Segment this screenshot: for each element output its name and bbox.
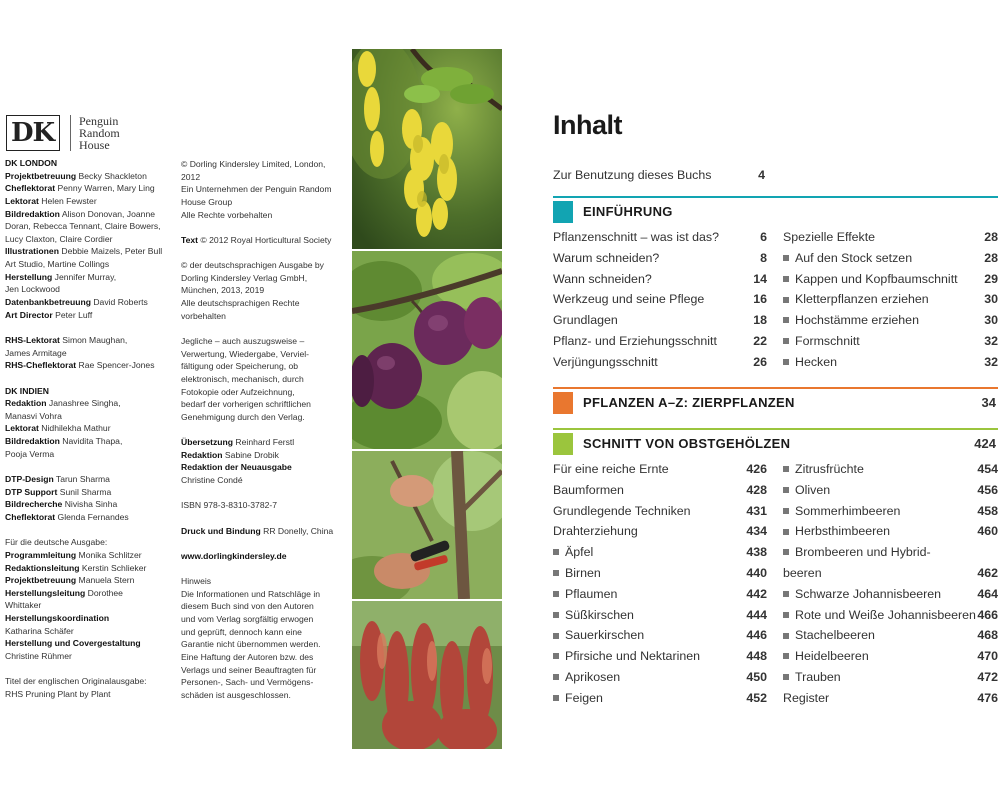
bullet-square-icon [783, 674, 789, 680]
toc-entry[interactable]: Pfirsiche und Nektarinen 448 [553, 646, 767, 666]
red-shrub-photo [352, 601, 502, 749]
imprint-line: fältigung oder Speicherung, ob [181, 361, 299, 372]
bullet-square-icon [553, 612, 559, 618]
imprint-line: schäden ist ausgeschlossen. [181, 689, 291, 700]
bullet-square-icon [783, 317, 789, 323]
imprint-line: Whittaker [5, 600, 42, 611]
imprint-line: © der deutschsprachigen Ausgabe by [181, 260, 324, 271]
imprint-line: Herstellung und Covergestaltung [5, 638, 141, 649]
toc-entry[interactable]: Brombeeren und Hybrid- [783, 542, 998, 562]
bullet-square-icon [783, 591, 789, 597]
imprint-line: Pooja Verma [5, 448, 55, 459]
toc-entry[interactable]: Sommerhimbeeren 458 [783, 501, 998, 521]
imprint-line: Programmleitung Monika Schlitzer [5, 549, 142, 560]
toc-entry[interactable]: Aprikosen 450 [553, 667, 767, 687]
imprint-line: Titel der englischen Originalausgabe: [5, 676, 147, 687]
imprint-line: Fotokopie oder Aufzeichnung, [181, 386, 295, 397]
imprint-line [181, 322, 351, 335]
imprint-line: Cheflektorat Penny Warren, Mary Ling [5, 183, 155, 194]
toc-entry[interactable]: Süßkirschen 444 [553, 605, 767, 625]
toc-entry[interactable]: Stachelbeeren 468 [783, 625, 998, 645]
imprint-line: Die Informationen und Ratschläge in [181, 588, 321, 599]
bullet-square-icon [553, 653, 559, 659]
toc-entry[interactable]: Für eine reiche Ernte 426 [553, 462, 767, 476]
section-header[interactable]: PFLANZEN A–Z: ZIERPFLANZEN 34 [553, 392, 998, 414]
imprint-line: Druck und Bindung RR Donelly, China [181, 525, 334, 536]
imprint-line: bedarf der vorherigen schriftlichen [181, 399, 311, 410]
imprint-line: diesem Buch sind von den Autoren [181, 601, 314, 612]
toc-entry[interactable]: Feigen 452 [553, 688, 767, 708]
imprint-line: DTP Support Sunil Sharma [5, 486, 112, 497]
toc-entry[interactable]: Pflanz- und Erziehungsschnitt 22 [553, 334, 767, 348]
toc-entry[interactable]: Grundlegende Techniken 431 [553, 503, 767, 518]
publisher-logo: Penguin Random House [79, 114, 120, 152]
imprint-line [5, 460, 175, 473]
imprint-line: Eine Haftung der Autoren bzw. des [181, 651, 314, 662]
imprint-line: DK LONDON [5, 158, 58, 168]
toc-entry[interactable]: Birnen 440 [553, 563, 767, 583]
bullet-square-icon [783, 508, 789, 514]
imprint-line: München, 2013, 2019 [181, 285, 265, 296]
imprint-line: Hinweis [181, 576, 212, 587]
imprint-line: Alle deutschsprachigen Rechte [181, 298, 300, 309]
imprint-line: Für die deutsche Ausgabe: [5, 537, 108, 548]
bullet-square-icon [553, 591, 559, 597]
imprint-line: Lektorat Nidhilekha Mathur [5, 423, 111, 434]
imprint-line [181, 423, 351, 436]
imprint-line: Herstellungskoordination [5, 613, 110, 624]
bullet-square-icon [783, 338, 789, 344]
toc-entry[interactable]: Kletterpflanzen erziehen 30 [783, 289, 998, 309]
toc-entry[interactable]: Grundlagen 18 [553, 313, 767, 328]
toc-entry[interactable]: beeren 462 [783, 566, 998, 580]
imprint-line [181, 563, 351, 576]
imprint-line: Cheflektorat Glenda Fernandes [5, 511, 129, 522]
toc-entry[interactable]: Warum schneiden? 8 [553, 250, 767, 265]
bullet-square-icon [783, 466, 789, 472]
toc-entry[interactable]: Wann schneiden? 14 [553, 271, 767, 286]
imprint-line: Text © 2012 Royal Horticultural Society [181, 234, 332, 245]
section-rule [553, 428, 998, 430]
toc-entry[interactable]: Äpfel 438 [553, 542, 767, 562]
imprint-line: www.dorlingkindersley.de [181, 550, 287, 561]
imprint-line: Christine Rühmer [5, 650, 72, 661]
toc-entry[interactable]: Pflaumen 442 [553, 584, 767, 604]
imprint-line [181, 246, 351, 259]
imprint-line: DTP-Design Tarun Sharma [5, 474, 110, 485]
imprint-line: Personen-, Sach- und Vermögens- [181, 677, 314, 688]
imprint-line [5, 524, 175, 537]
toc-entry[interactable]: Werkzeug und seine Pflege 16 [553, 292, 767, 307]
imprint-line: RHS Pruning Plant by Plant [5, 688, 111, 699]
imprint-line: RHS-Cheflektorat Rae Spencer-Jones [5, 360, 155, 371]
imprint-line: Lucy Claxton, Claire Cordier [5, 233, 113, 244]
toc-entry-intro[interactable]: Zur Benutzung dieses Buchs 4 [553, 168, 765, 182]
section-color-block [553, 201, 573, 223]
pruning-with-secateurs-photo [352, 451, 502, 599]
imprint-line: Art Studio, Martine Collings [5, 259, 110, 270]
imprint-legal-column [181, 158, 351, 702]
imprint-line [181, 537, 351, 550]
imprint-line: Datenbankbetreuung David Roberts [5, 297, 148, 308]
imprint-line: Katharina Schäfer [5, 625, 74, 636]
imprint-line: Ein Unternehmen der Penguin Random [181, 184, 332, 195]
imprint-line: DK INDIEN [5, 385, 49, 396]
imprint-line: Redaktionsleitung Kerstin Schlieker [5, 562, 147, 573]
imprint-line [181, 221, 351, 234]
toc-entry[interactable]: Spezielle Effekte 28 [783, 230, 998, 244]
imprint-line [181, 512, 351, 525]
toc-entry[interactable]: Hecken 32 [783, 352, 998, 372]
section-color-block [553, 392, 573, 414]
dk-logo [6, 115, 120, 151]
imprint-line [181, 487, 351, 500]
dk-logo-mark: DK [6, 115, 60, 151]
imprint-line: Bildredaktion Navidita Thapa, [5, 436, 123, 447]
toc-entry[interactable]: Oliven 456 [783, 480, 998, 500]
imprint-line: 2012 [181, 171, 201, 182]
toc-entry[interactable]: Schwarze Johannisbeeren 464 [783, 584, 998, 604]
imprint-line: Verwertung, Wiedergabe, Verviel- [181, 348, 310, 359]
bullet-square-icon [783, 529, 789, 535]
bullet-square-icon [553, 570, 559, 576]
toc-entry[interactable]: Kappen und Kopfbaumschnitt 29 [783, 269, 998, 289]
imprint-line: Manasvi Vohra [5, 410, 62, 421]
toc-entry[interactable]: Herbsthimbeeren 460 [783, 521, 998, 541]
imprint-line: Herstellung Jennifer Murray, [5, 271, 117, 282]
section-rule [553, 196, 998, 198]
imprint-line: House Group [181, 196, 233, 207]
toc-entry[interactable]: Trauben 472 [783, 667, 998, 687]
section-color-block [553, 433, 573, 455]
toc-entry[interactable]: Verjüngungsschnitt 26 [553, 354, 767, 369]
toc-entry[interactable]: Heidelbeeren 470 [783, 646, 998, 666]
imprint-line [5, 321, 175, 334]
imprint-line: Übersetzung Reinhard Ferstl [181, 437, 295, 448]
bullet-square-icon [553, 549, 559, 555]
plums-on-branch-photo [352, 251, 502, 449]
imprint-line: Dorling Kindersley Verlag GmbH, [181, 272, 308, 283]
bullet-square-icon [783, 255, 789, 261]
imprint-line: Bildredaktion Alison Donovan, Joanne [5, 208, 155, 219]
section-rule [553, 387, 998, 389]
contents-title: Inhalt [553, 110, 622, 140]
bullet-square-icon [783, 359, 789, 365]
imprint-line: Projektbetreuung Becky Shackleton [5, 170, 147, 181]
bullet-square-icon [783, 612, 789, 618]
toc-entry[interactable]: Zitrusfrüchte 454 [783, 459, 998, 479]
toc-entry[interactable]: Pflanzenschnitt – was ist das? 6 [553, 230, 767, 244]
imprint-line: Genehmigung durch den Verlag. [181, 411, 305, 422]
toc-entry[interactable]: Hochstämme erziehen 30 [783, 310, 998, 330]
imprint-line: © Dorling Kindersley Limited, London, [181, 159, 326, 169]
imprint-line: Christine Condé [181, 475, 243, 486]
bullet-square-icon [553, 695, 559, 701]
section-header[interactable]: EINFÜHRUNG [553, 201, 998, 223]
imprint-line: Redaktion Janashree Singha, [5, 398, 121, 409]
imprint-line: Herstellungsleitung Dorothee [5, 587, 123, 598]
imprint-line [5, 372, 175, 385]
imprint-line: und geprüft, dennoch kann eine [181, 626, 302, 637]
imprint-line: James Armitage [5, 347, 67, 358]
imprint-line: Art Director Peter Luff [5, 309, 93, 320]
imprint-line: vorbehalten [181, 310, 226, 321]
imprint-line: ISBN 978-3-8310-3782-7 [181, 500, 278, 511]
imprint-line [5, 663, 175, 676]
imprint-line: Jen Lockwood [5, 284, 60, 295]
imprint-line: und vom Verlag sorgfältig erwogen [181, 614, 314, 625]
bullet-square-icon [783, 633, 789, 639]
imprint-line: Lektorat Helen Fewster [5, 195, 97, 206]
imprint-line: Projektbetreuung Manuela Stern [5, 575, 135, 586]
bullet-square-icon [553, 633, 559, 639]
imprint-line: Redaktion Sabine Drobik [181, 449, 279, 460]
toc-entry[interactable]: Formschnitt 32 [783, 331, 998, 351]
bullet-square-icon [783, 276, 789, 282]
toc-entry[interactable]: Rote und Weiße Johannisbeeren 466 [783, 605, 998, 625]
imprint-line: Verlags und seiner Beauftragten für [181, 664, 317, 675]
imprint-line: RHS-Lektorat Simon Maughan, [5, 334, 128, 345]
imprint-line: Illustrationen Debbie Maizels, Peter Bull [5, 246, 163, 257]
imprint-line: Alle Rechte vorbehalten [181, 209, 273, 220]
imprint-line: Doran, Rebecca Tennant, Claire Bowers, [5, 221, 161, 232]
imprint-credits-column [5, 157, 175, 701]
bullet-square-icon [783, 653, 789, 659]
bullet-square-icon [783, 297, 789, 303]
imprint-line: elektronisch, mechanisch, durch [181, 373, 304, 384]
section-header[interactable]: SCHNITT VON OBSTGEHÖLZEN 424 [553, 433, 998, 455]
imprint-line: Garantie nicht übernommen werden. [181, 639, 321, 650]
bullet-square-icon [783, 487, 789, 493]
toc-entry[interactable]: Auf den Stock setzen 28 [783, 248, 998, 268]
bullet-square-icon [783, 549, 789, 555]
toc-entry[interactable]: Register 476 [783, 690, 998, 705]
bullet-square-icon [553, 674, 559, 680]
imprint-line: Bildrecherche Nivisha Sinha [5, 499, 118, 510]
toc-entry[interactable]: Baumformen 428 [553, 482, 767, 497]
imprint-line: Jegliche – auch auszugsweise – [181, 335, 305, 346]
imprint-line: Redaktion der Neuausgabe [181, 462, 292, 473]
laburnum-flowers-photo [352, 49, 502, 249]
toc-entry[interactable]: Sauerkirschen 446 [553, 625, 767, 645]
toc-entry[interactable]: Drahterziehung 434 [553, 524, 767, 539]
